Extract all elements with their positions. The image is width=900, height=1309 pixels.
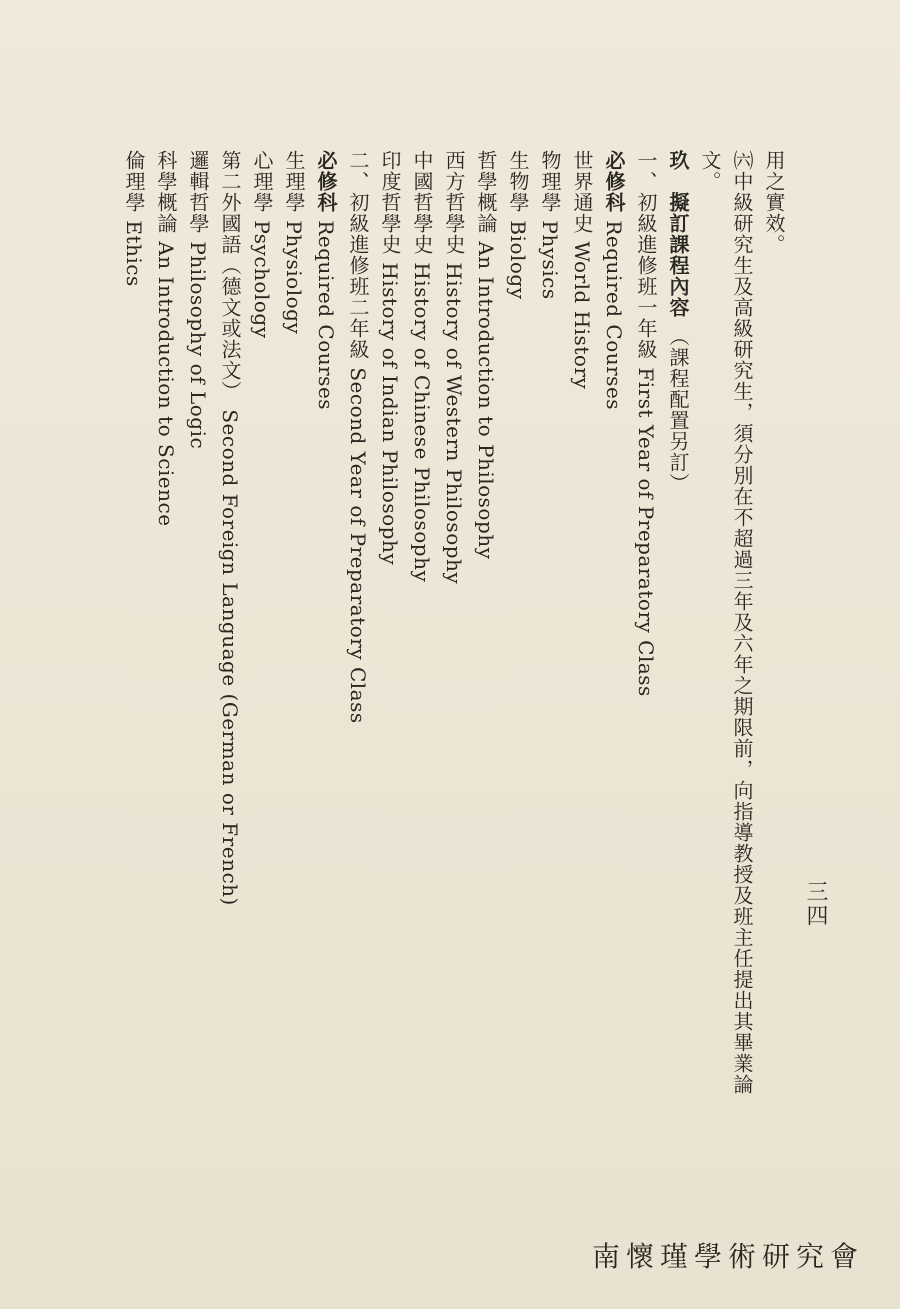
text-line [630,150,662,1210]
text-line [534,150,566,1210]
text-line [598,150,630,1210]
text-line [374,150,406,1210]
section-heading [662,150,694,1210]
line-en: Biology [506,220,530,300]
text-line [566,150,598,1210]
line-zh: 玖 擬訂課程內容 [666,150,690,318]
line-zh: 二、初級進修班二年級 [346,150,370,360]
line-en: Psychology [250,220,274,339]
line-en: Required Courses [314,220,338,411]
text-line [694,150,726,1210]
line-zh: 邏輯哲學 [186,150,210,234]
text-line [310,150,342,1210]
line-zh: 第二外國語（德文或法文） [218,150,242,402]
text-line [182,150,214,1210]
text-line [502,150,534,1210]
line-en: Second Year of Preparatory Class [346,367,370,724]
text-line [342,150,374,1210]
line-zh: 倫理學 [122,150,146,213]
publisher-footer: 南懷瑾學術研究會 [591,1240,864,1273]
line-en: Ethics [122,220,146,287]
line-zh: 一、初級進修班一年級 [634,150,658,360]
line-en: Physiology [282,220,306,335]
line-zh: 心理學 [250,150,274,213]
line-en: World History [570,241,594,390]
line-zh: 世界通史 [570,150,594,234]
line-en: History of Chinese Philosophy [410,262,434,583]
line-zh: 用之實效。 [762,150,786,255]
text-line [214,150,246,1210]
line-en: Required Courses [602,220,626,411]
text-line [438,150,470,1210]
text-line [470,150,502,1210]
line-zh: ㈥中級研究生及高級研究生，須分別在不超過三年及六年之期限前，向指導教授及班主任提出其畢業論 [730,150,754,1095]
text-line [150,150,182,1210]
line-en: First Year of Preparatory Class [634,367,658,697]
text-line [406,150,438,1210]
line-en: History of Western Philosophy [442,262,466,585]
line-zh: 西方哲學史 [442,150,466,255]
line-en: Second Foreign Language (German or French) [218,409,242,906]
text-columns [118,150,790,1210]
line-zh: 科學概論 [154,150,178,234]
text-line [118,150,150,1210]
section-note: （課程配置另訂） [666,325,690,494]
line-zh: 哲學概論 [474,150,498,234]
line-zh: 印度哲學史 [378,150,402,255]
page-number: 三四 [803,880,828,928]
line-zh: 生物學 [506,150,530,213]
line-zh: 物理學 [538,150,562,213]
text-line [726,150,758,1210]
line-zh: 文。 [698,150,722,192]
line-en: Physics [538,220,562,300]
line-zh: 中國哲學史 [410,150,434,255]
line-en: Philosophy of Logic [186,241,210,450]
line-en: History of Indian Philosophy [378,262,402,566]
text-line [246,150,278,1210]
line-en: An Introduction to Science [154,241,178,527]
text-line [278,150,310,1210]
line-zh: 必修科 [602,150,626,213]
line-zh: 必修科 [314,150,338,213]
text-line [758,150,790,1210]
line-zh: 生理學 [282,150,306,213]
line-en: An Introduction to Philosophy [474,241,498,560]
